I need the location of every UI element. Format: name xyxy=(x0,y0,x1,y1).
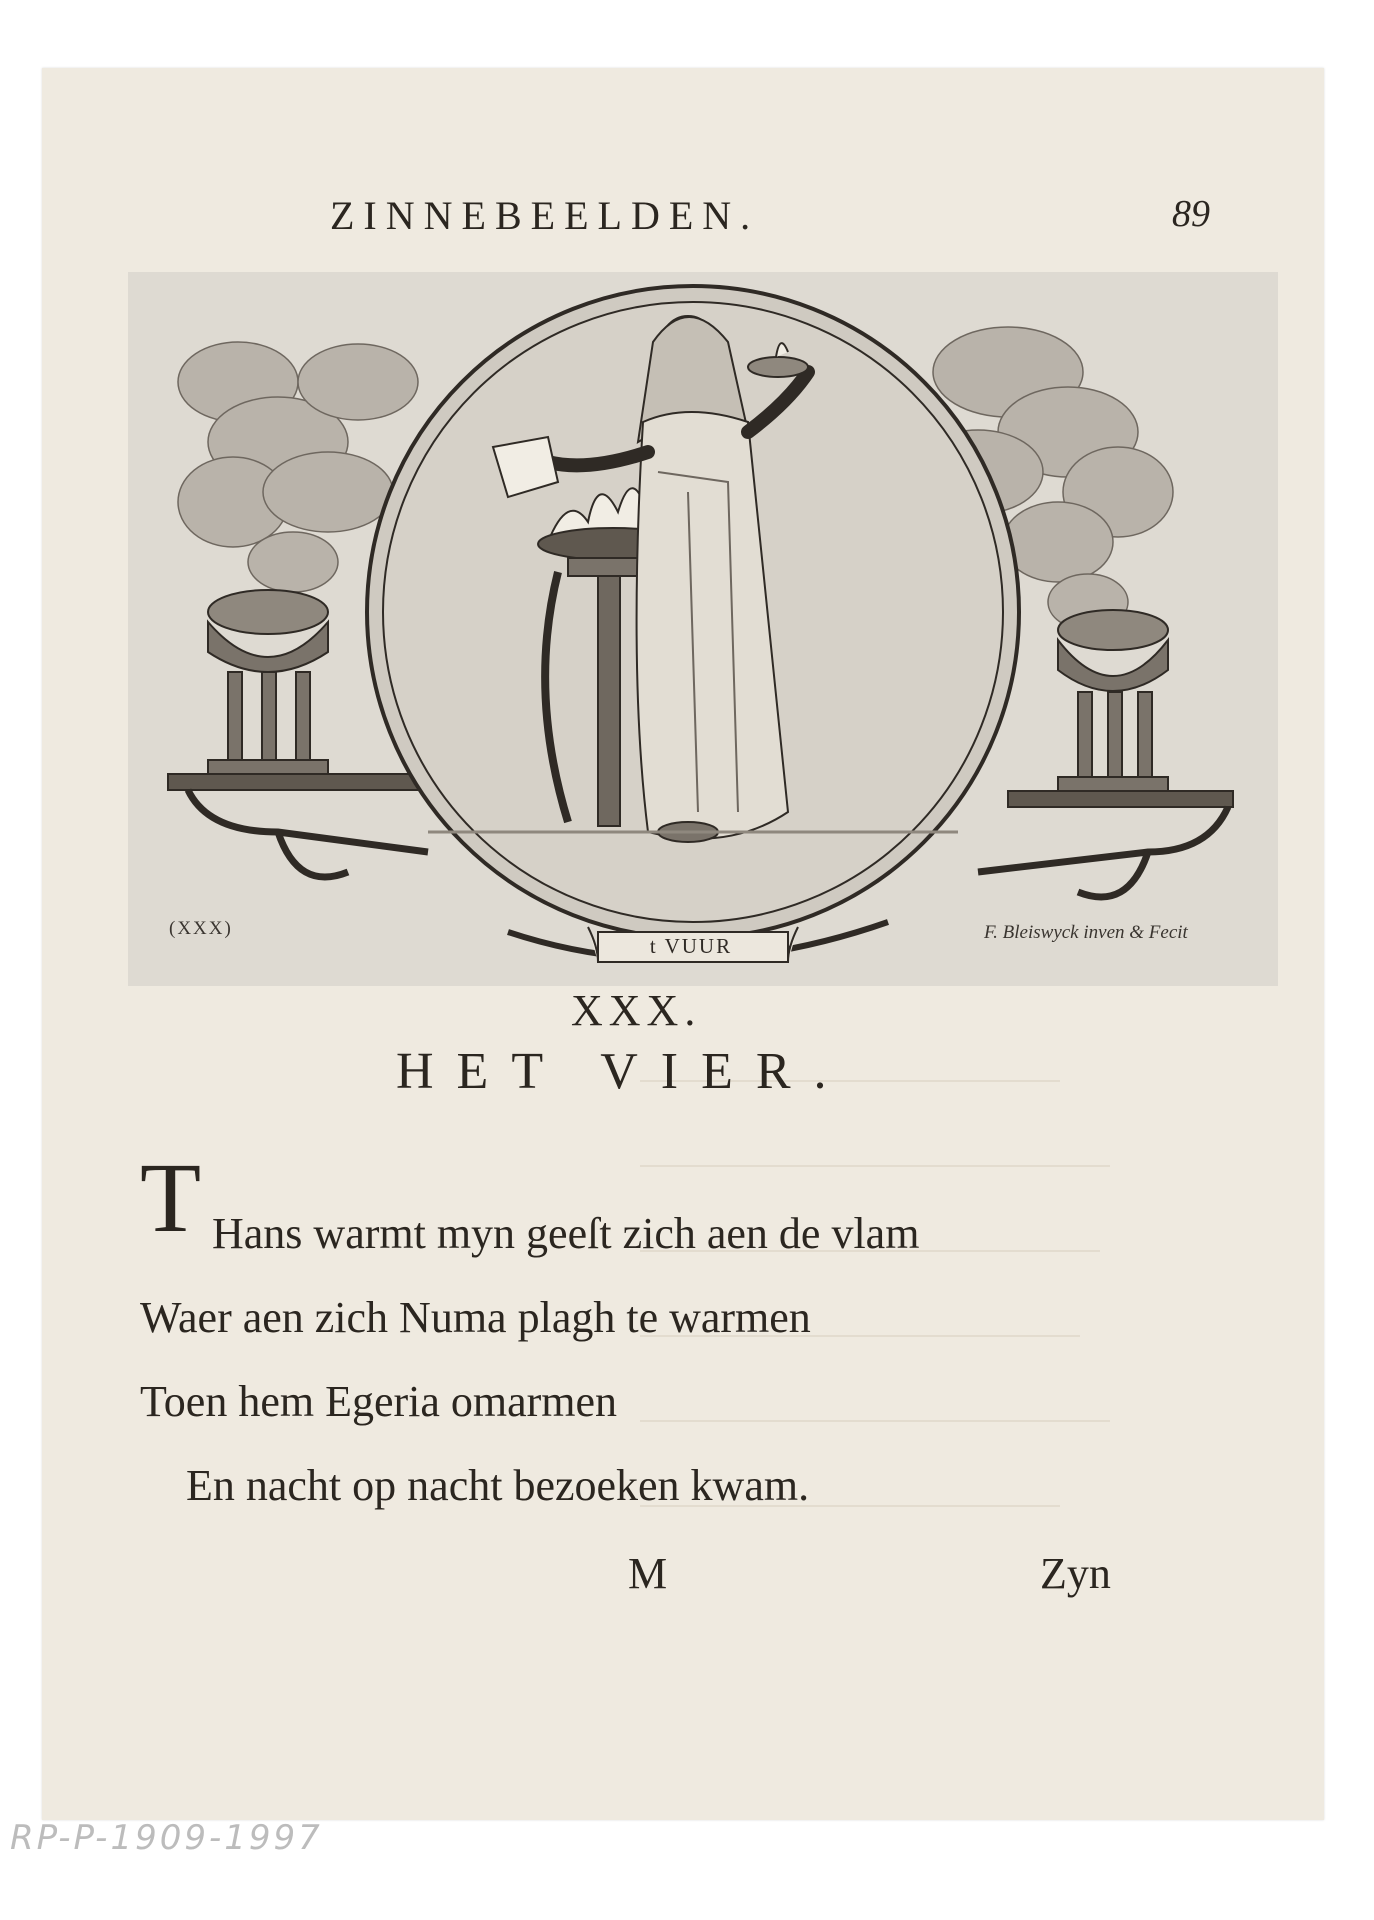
poem-line: Toen hem Egeria omarmen xyxy=(140,1377,618,1426)
emblem-title: HET VIER. xyxy=(396,1043,850,1100)
running-head-title: ZINNEBEELDEN. xyxy=(330,193,760,238)
inventory-number: RP-P-1909-1997 xyxy=(10,1818,323,1858)
engraver-signature: F. Bleiswyck inven & Fecit xyxy=(984,922,1188,943)
plate-number: (XXX) xyxy=(169,918,233,939)
show-through xyxy=(640,1115,1110,1167)
scroll-label: t VUUR xyxy=(649,934,733,958)
show-through xyxy=(640,1370,1110,1422)
right-brazier-icon xyxy=(1008,610,1233,807)
poem-line: Hans warmt myn geeſt zich aen de vlam xyxy=(212,1209,920,1258)
drop-cap: T xyxy=(140,1142,202,1253)
engraved-plate xyxy=(128,272,1278,986)
catchword: Zyn xyxy=(1040,1549,1111,1598)
page-number: 89 xyxy=(1172,193,1210,235)
signature-mark: M xyxy=(628,1549,668,1598)
emblem-engraving xyxy=(128,272,1278,986)
running-head xyxy=(330,192,1210,239)
poem-line: En nacht op nacht bezoeken kwam. xyxy=(186,1461,810,1510)
emblem-number: XXX. xyxy=(571,986,702,1035)
poem-line: Waer aen zich Numa plagh te warmen xyxy=(140,1293,811,1342)
